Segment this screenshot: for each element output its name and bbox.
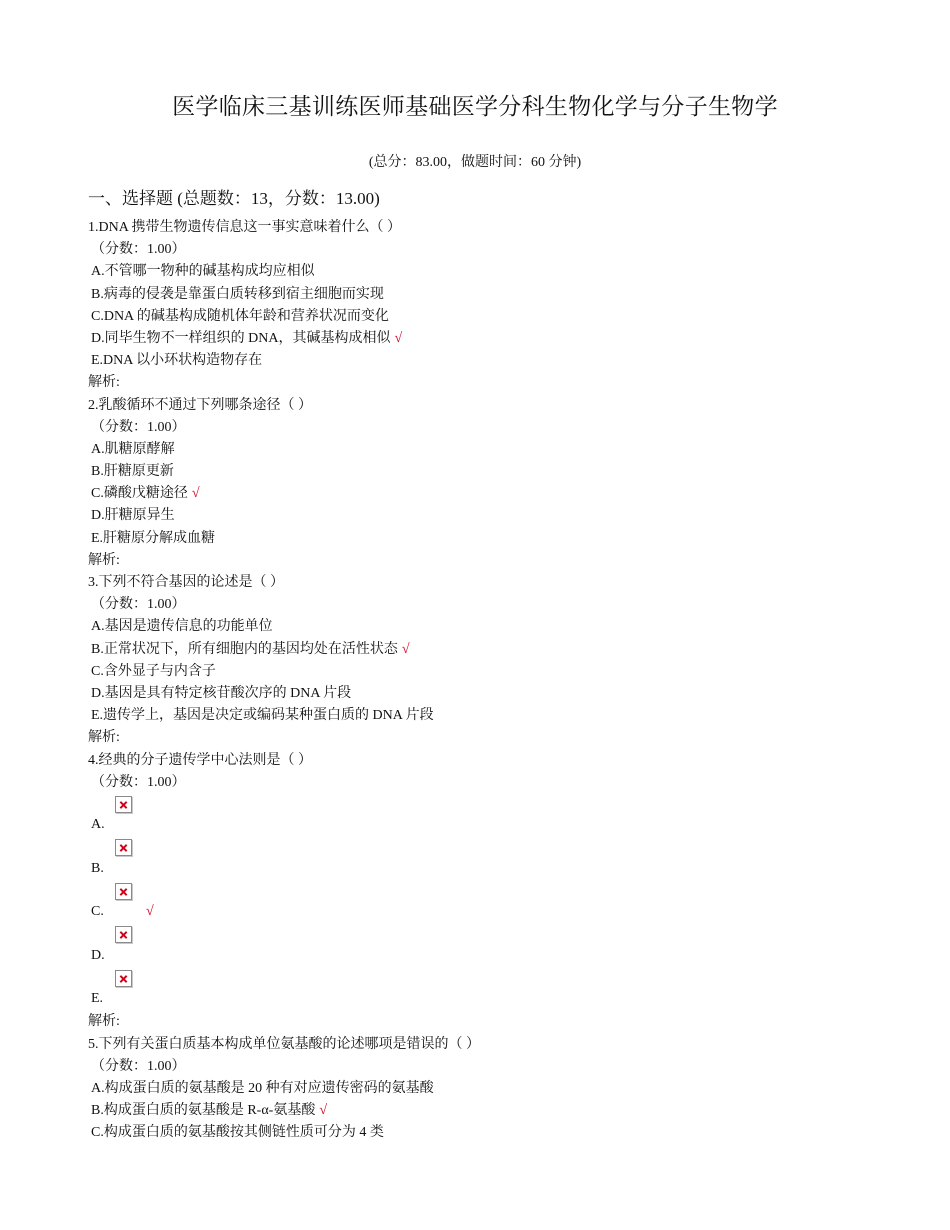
option-text: C.DNA 的碱基构成随机体年龄和营养状况而变化: [91, 308, 389, 324]
image-answer-option: [88, 837, 888, 881]
answer-option: [88, 1100, 888, 1122]
correct-check-icon: √: [394, 330, 403, 346]
answer-option: [88, 616, 888, 638]
option-letter: C.: [91, 904, 104, 920]
correct-check-icon: √: [146, 904, 154, 920]
option-letter: A.: [91, 817, 105, 833]
broken-image-icon: [115, 970, 132, 987]
option-text: B.正常状况下，所有细胞内的基因均处在活性状态: [91, 641, 398, 657]
option-text: D.基因是具有特定核苷酸次序的 DNA 片段: [91, 685, 352, 701]
answer-option: [88, 661, 888, 683]
question-score: （分数：1.00）: [91, 1058, 186, 1074]
broken-image-icon: [115, 796, 132, 813]
option-text: A.构成蛋白质的氨基酸是 20 种有对应遗传密码的氨基酸: [91, 1080, 434, 1096]
option-text: A.基因是遗传信息的功能单位: [91, 619, 273, 635]
answer-option: [88, 284, 888, 306]
question-block: [88, 572, 888, 750]
option-letter: B.: [91, 860, 104, 876]
question-block: [88, 395, 888, 573]
answer-option: [88, 1078, 888, 1100]
question-stem: 2.乳酸循环不通过下列哪条途径（ ）: [88, 397, 312, 413]
option-letter: D.: [91, 947, 105, 963]
broken-image-icon: [115, 926, 132, 943]
answer-option: [88, 505, 888, 527]
answer-option: [88, 461, 888, 483]
question-score: （分数：1.00）: [91, 242, 186, 258]
image-answer-option: [88, 968, 888, 1012]
question-block: [88, 1034, 888, 1145]
correct-check-icon: √: [191, 486, 200, 502]
option-text: E.遗传学上，基因是决定或编码某种蛋白质的 DNA 片段: [91, 708, 434, 724]
content: [88, 186, 888, 1145]
image-answer-option: [88, 794, 888, 838]
question-stem: 5.下列有关蛋白质基本构成单位氨基酸的论述哪项是错误的（ ）: [88, 1036, 480, 1052]
option-letter: E.: [91, 991, 104, 1007]
option-text: B.肝糖原更新: [91, 464, 174, 480]
question-score: （分数：1.00）: [91, 419, 186, 435]
answer-option: [88, 683, 888, 705]
answer-option: [88, 350, 888, 372]
answer-option: [88, 528, 888, 550]
answer-option: [88, 483, 888, 505]
question-stem: 1.DNA 携带生物遗传信息这一事实意味着什么（ ）: [88, 220, 402, 235]
option-text: D.同毕生物不一样组织的 DNA，其碱基构成相似: [91, 330, 391, 346]
answer-option: [88, 639, 888, 661]
option-text: C.构成蛋白质的氨基酸按其侧链性质可分为 4 类: [91, 1125, 384, 1141]
answer-option: [88, 439, 888, 461]
option-text: D.肝糖原异生: [91, 508, 175, 524]
question-stem: 3.下列不符合基因的论述是（ ）: [88, 575, 284, 590]
correct-check-icon: √: [401, 641, 410, 657]
question-score: （分数：1.00）: [91, 774, 186, 790]
answer-option: [88, 1122, 888, 1144]
analysis-label: 解析:: [88, 375, 120, 391]
analysis-label: 解析:: [88, 1014, 120, 1030]
option-text: E.肝糖原分解成血糖: [91, 530, 216, 546]
answer-option: [88, 705, 888, 727]
document-title: 医学临床三基训练医师基础医学分科生物化学与分子生物学: [172, 94, 778, 120]
analysis-label: 解析:: [88, 552, 120, 568]
exam-meta: (总分：83.00，做题时间：60 分钟): [368, 155, 582, 170]
broken-image-icon: [115, 883, 132, 900]
correct-check-icon: √: [319, 1103, 328, 1119]
broken-image-icon: [115, 839, 132, 856]
answer-option: [88, 261, 888, 283]
option-text: A.肌糖原酵解: [91, 441, 175, 457]
option-text: E.DNA 以小环状构造物存在: [91, 353, 263, 369]
question-score: （分数：1.00）: [91, 597, 186, 613]
answer-option: [88, 306, 888, 328]
image-answer-option: [88, 881, 888, 925]
analysis-label: 解析:: [88, 730, 120, 746]
question-stem: 4.经典的分子遗传学中心法则是（ ）: [88, 752, 312, 768]
section-heading: 一、选择题 (总题数：13，分数：13.00): [88, 189, 380, 208]
option-text: B.构成蛋白质的氨基酸是 R-α-氨基酸: [91, 1103, 316, 1119]
question-block: [88, 750, 888, 1034]
answer-option: [88, 328, 888, 350]
question-block: [88, 217, 888, 395]
option-text: C.含外显子与内含子: [91, 663, 216, 679]
question-list: [88, 217, 888, 1145]
option-text: B.病毒的侵袭是靠蛋白质转移到宿主细胞而实现: [91, 286, 384, 302]
option-text: A.不管哪一物种的碱基构成均应相似: [91, 264, 315, 280]
option-text: C.磷酸戊糖途径: [91, 486, 188, 502]
image-answer-option: [88, 924, 888, 968]
